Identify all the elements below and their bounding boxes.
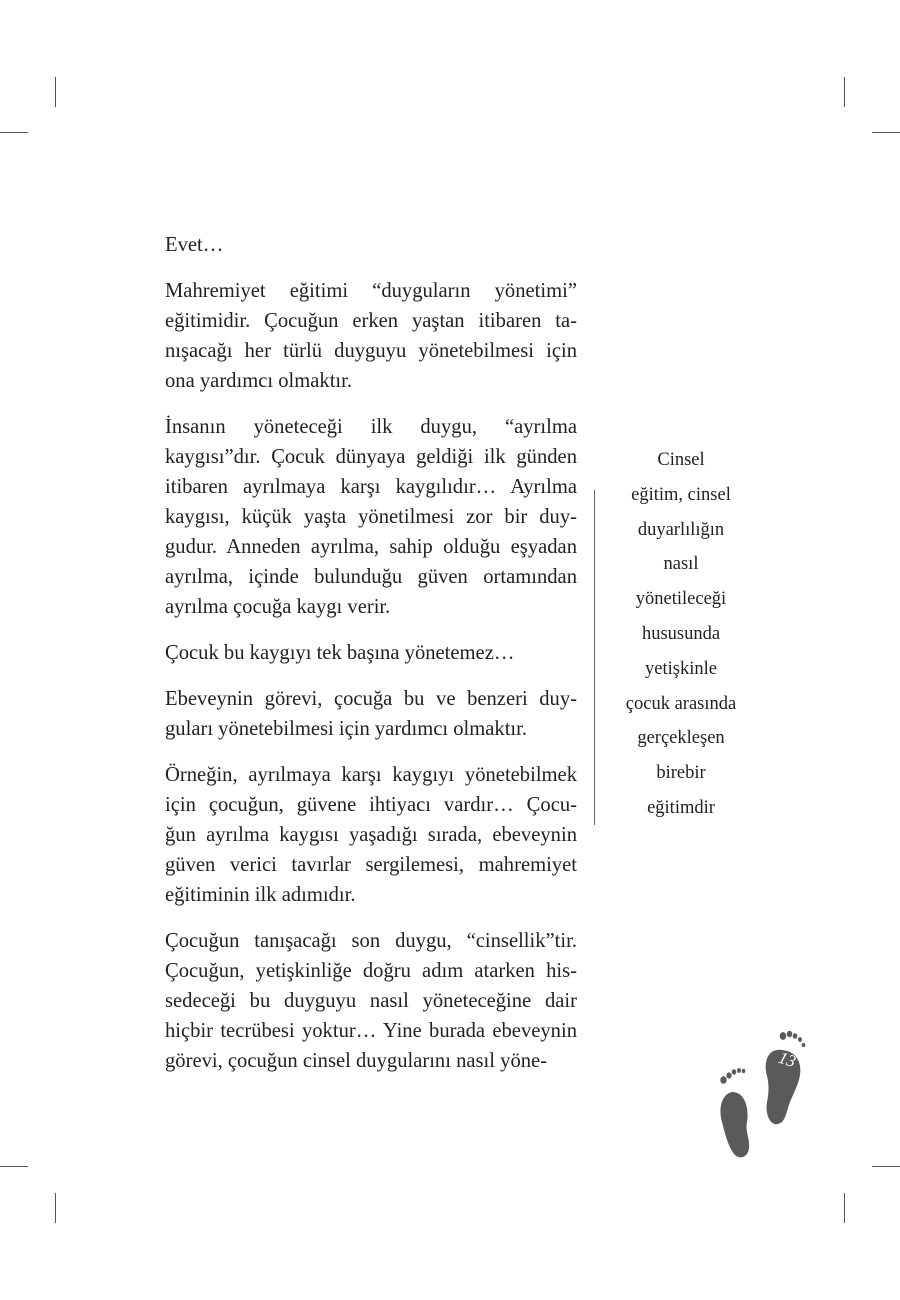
body-line: Çocuğun, yetişkinliğe doğru adım atarken his- bbox=[165, 960, 577, 982]
body-paragraph bbox=[165, 276, 577, 396]
body-line: Mahremiyet eğitimi “duyguların yönetimi” bbox=[165, 280, 577, 302]
pull-quote-line: yetişkinle bbox=[645, 658, 717, 679]
footprints-icon bbox=[712, 1022, 812, 1160]
pull-quote-line: yönetileceği bbox=[635, 589, 727, 610]
pull-quote bbox=[608, 443, 754, 826]
body-line: itibaren ayrılmaya karşı kaygılıdır… Ayrılma bbox=[165, 476, 577, 498]
crop-mark-top-right-vertical bbox=[844, 77, 845, 107]
body-line: için çocuğun, güvene ihtiyacı vardır… Çocu- bbox=[165, 794, 577, 816]
body-line: Çocuğun tanışacağı son duygu, “cinsellik”tir. bbox=[165, 930, 577, 952]
body-line: Çocuk bu kaygıyı tek başına yönetemez… bbox=[165, 642, 515, 664]
body-line: kaygısı”dır. Çocuk dünyaya geldiği ilk günden bbox=[165, 446, 577, 468]
body-paragraph bbox=[165, 230, 577, 260]
pull-quote-line: eğitim, cinsel bbox=[631, 484, 731, 505]
body-line: gudur. Anneden ayrılma, sahip olduğu eşyadan bbox=[165, 536, 577, 558]
body-line: sedeceği bu duyguyu nasıl yöneteceğine dair bbox=[165, 990, 577, 1012]
body-paragraph bbox=[165, 760, 577, 910]
body-paragraph bbox=[165, 926, 577, 1076]
crop-mark-bottom-left-vertical bbox=[55, 1193, 56, 1223]
pull-quote-line: Cinsel bbox=[657, 450, 705, 470]
body-line: İnsanın yöneteceği ilk duygu, “ayrılma bbox=[165, 416, 577, 438]
pull-quote-line: hususunda bbox=[641, 623, 721, 644]
pull-quote-line: çocuk arasında bbox=[625, 693, 737, 714]
body-line: görevi, çocuğun cinsel duygularını nasıl yöne- bbox=[165, 1050, 548, 1072]
body-line: Ebeveynin görevi, çocuğa bu ve benzeri duy- bbox=[165, 688, 577, 710]
body-line: guları yönetebilmesi için yardımcı olmaktır. bbox=[165, 718, 528, 740]
body-line: eğitimidir. Çocuğun erken yaştan itibaren ta- bbox=[165, 310, 577, 332]
body-line: ayrılma, içinde bulunduğu güven ortamından bbox=[165, 566, 577, 588]
pull-quote-line: eğitimdir bbox=[647, 797, 715, 818]
body-line: ona yardımcı olmaktır. bbox=[165, 370, 353, 392]
body-line: nışacağı her türlü duyguyu yönetebilmesi için bbox=[165, 340, 577, 362]
body-line: kaygısı, küçük yaşta yönetilmesi zor bir duy- bbox=[165, 506, 577, 528]
body-paragraph bbox=[165, 412, 577, 622]
crop-mark-top-left-vertical bbox=[55, 77, 56, 107]
pull-quote-rule bbox=[594, 490, 595, 825]
crop-mark-bottom-right-vertical bbox=[844, 1193, 845, 1223]
body-line: ğun ayrılma kaygısı yaşadığı sırada, ebeveynin bbox=[165, 824, 577, 846]
crop-mark-bottom-right-horizontal bbox=[872, 1166, 900, 1167]
body-text bbox=[165, 230, 577, 1092]
body-line: güven verici tavırlar sergilemesi, mahremiyet bbox=[165, 854, 577, 876]
page-number: 13 bbox=[776, 1047, 799, 1072]
pull-quote-line: nasıl bbox=[663, 554, 699, 575]
pull-quote-line: gerçekleşen bbox=[637, 728, 725, 749]
body-line: eğitiminin ilk adımıdır. bbox=[165, 884, 356, 906]
crop-mark-top-right-horizontal bbox=[872, 132, 900, 133]
body-line: Evet… bbox=[165, 234, 224, 256]
pull-quote-line: birebir bbox=[656, 763, 706, 784]
pull-quote-line: duyarlılığın bbox=[637, 519, 725, 540]
body-line: Örneğin, ayrılmaya karşı kaygıyı yönetebilmek bbox=[165, 764, 577, 786]
crop-mark-bottom-left-horizontal bbox=[0, 1166, 28, 1167]
body-line: hiçbir tecrübesi yoktur… Yine burada ebeveynin bbox=[165, 1020, 577, 1042]
body-paragraph bbox=[165, 638, 577, 668]
body-paragraph bbox=[165, 684, 577, 744]
body-line: ayrılma çocuğa kaygı verir. bbox=[165, 596, 391, 618]
crop-mark-top-left-horizontal bbox=[0, 132, 28, 133]
